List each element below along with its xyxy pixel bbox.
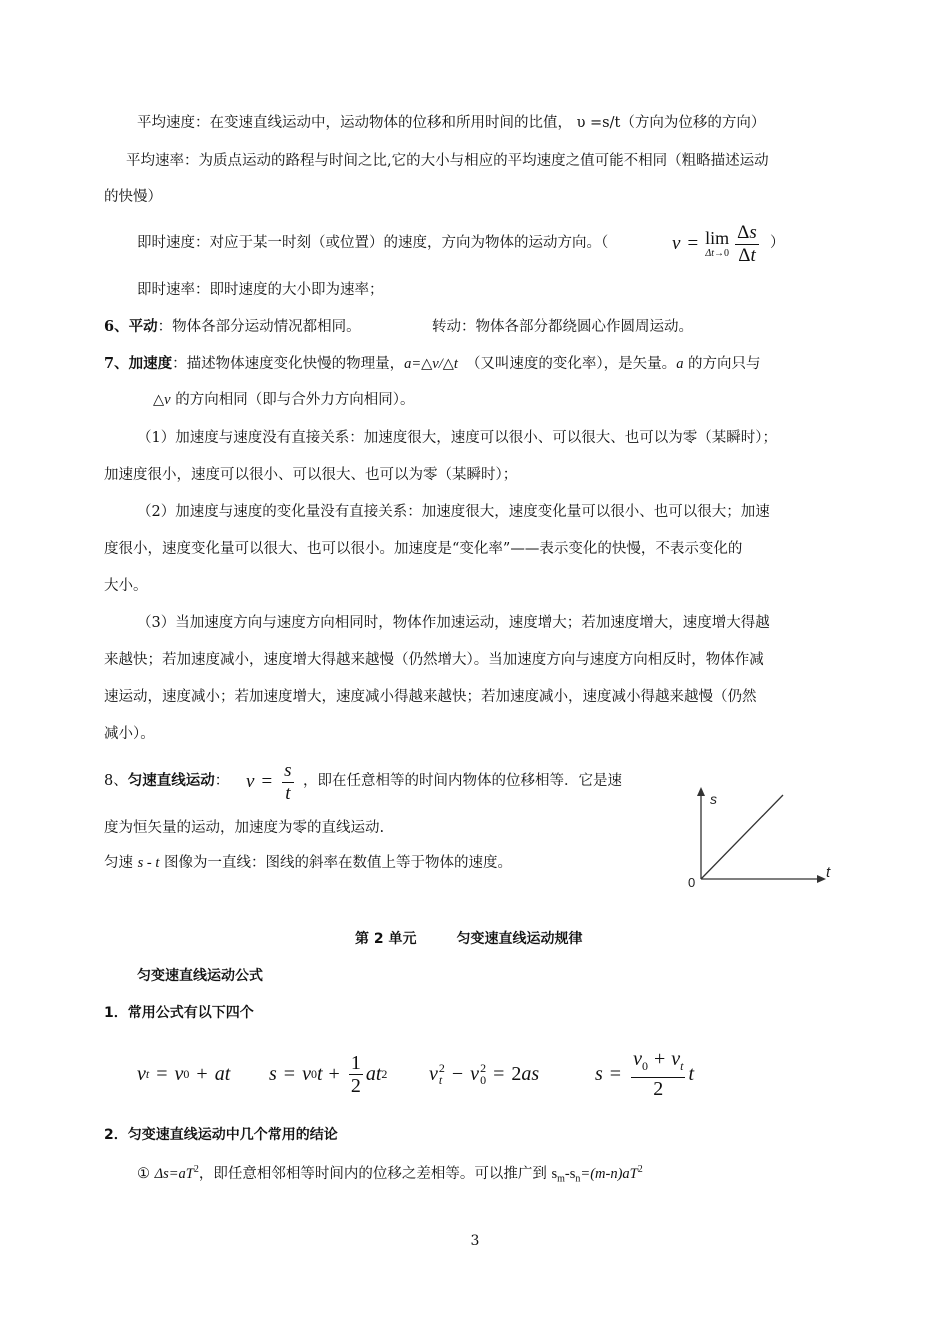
item8-formula: v = $\frac{s}{t}$ — [246, 759, 292, 804]
formula-displacement: s = v 0 t + $\frac{1}{2}$ at 2 — [269, 1051, 388, 1097]
item8-line-1 — [104, 771, 229, 791]
conclusion-1-m: m — [557, 1173, 565, 1185]
unit-label: 第 2 单元 — [355, 931, 417, 947]
avg-velocity-line: 平均速度：在变速直线运动中，运动物体的位移和所用时间的比值， υ =s/t（方向为位移的方向） — [137, 115, 766, 131]
para1-line-1: （1）加速度与速度没有直接关系：加速度很大，速度可以很小、可以很大、也可以为零（某瞬时）； — [137, 430, 777, 446]
conclusion-1-text: ，即任意相邻相等时间内的位移之差相等。可以推广到 — [198, 1165, 552, 1182]
inst-velocity-formula: v = lim Δt→0 $\frac{\Delta s}{\Delta t}$ — [672, 221, 757, 266]
conclusion-1-sup: 2 — [193, 1164, 199, 1175]
s-axis-arrow — [697, 787, 705, 796]
item6-line — [104, 317, 361, 337]
para2-line-3: 大小。 — [104, 578, 148, 594]
t-axis-label: t — [826, 864, 831, 881]
inst-velocity-line — [137, 233, 608, 253]
item8-st: s - t — [137, 855, 160, 871]
unit-heading — [355, 929, 583, 949]
t-axis-arrow — [817, 875, 826, 883]
page-number: 3 — [470, 1233, 480, 1249]
item6-label: 6、平动 — [104, 318, 158, 335]
inst-speed-line: 即时速率：即时速度的大小即为速率； — [137, 282, 384, 298]
item8-line3-b: 图像为一直线：图线的斜率在数值上等于物体的速度。 — [159, 855, 512, 871]
formulas-row — [137, 1046, 857, 1102]
heading-conclusions: 2．匀变速直线运动中几个常用的结论 — [104, 1127, 338, 1143]
item8-line-2: 度为恒矢量的运动，加速度为零的直线运动. — [104, 820, 385, 836]
item7-formula: a=△v/△t — [404, 356, 458, 372]
item7-line2-text: 的方向相同（即与合外力方向相同）。 — [170, 392, 415, 408]
heading-formulas: 1．常用公式有以下四个 — [104, 1005, 254, 1021]
item7-a: a — [676, 356, 684, 372]
conclusion-1-sup2: 2 — [637, 1164, 643, 1175]
origin-label: 0 — [688, 875, 696, 890]
item8-colon: ： — [214, 773, 230, 789]
item6-text: ：物体各部分运动情况都相同。 — [157, 319, 361, 335]
para3-line-4: 减小）。 — [104, 726, 155, 742]
item7-line-2 — [153, 390, 414, 410]
conclusion-1-formula: Δs=aT — [154, 1165, 194, 1182]
item8-line3-a: 匀速 — [104, 855, 138, 871]
item7-text-c: 的方向只与 — [683, 356, 761, 372]
conclusion-1-eq: =(m-n)aT — [580, 1165, 638, 1182]
para2-line-1: （2）加速度与速度的变化量没有直接关系：加速度很大，速度变化量可以很小、也可以很大；加速 — [137, 504, 770, 520]
item8-label: 匀速直线运动 — [127, 772, 215, 789]
item7-line-1 — [104, 354, 761, 374]
para2-line-2: 度很小，速度变化量可以很大、也可以很小。加速度是“变化率”——表示变化的快慢，不表示变化的 — [104, 541, 743, 557]
para1-line-2: 加速度很小，速度可以很小、可以很大、也可以为零（某瞬时）； — [104, 467, 518, 483]
item8-line-3 — [104, 853, 512, 873]
inst-velocity-close: ） — [770, 235, 785, 251]
item7-text-a: ：描述物体速度变化快慢的物理量， — [172, 356, 405, 372]
para3-line-1: （3）当加速度方向与速度方向相同时，物体作加速运动，速度增大；若加速度增大，速度增大得越 — [137, 615, 770, 631]
s-axis-label: s — [710, 791, 717, 807]
formula-average-velocity: s = $\frac{v_0 + v_t}{2}$ t — [595, 1048, 695, 1100]
conclusion-1-marker: ① — [137, 1165, 150, 1182]
formula-velocity-squared: v 2 t − v 2 0 = 2 as — [429, 1061, 540, 1087]
item7-dv: △v — [153, 392, 171, 408]
item8-text: ，即在任意相等的时间内物体的位移相等．它是速 — [303, 773, 622, 789]
s-t-graph — [680, 782, 850, 892]
item7-text-b: （又叫速度的变化率），是矢量。 — [465, 356, 677, 372]
para3-line-3: 速运动，速度减小；若加速度增大，速度减小得越来越快；若加速度减小，速度减小得越来越慢（仍然 — [104, 689, 757, 705]
unit-title: 匀变速直线运动规律 — [456, 931, 583, 947]
item6-rotation: 转动：物体各部分都绕圆心作圆周运动。 — [432, 319, 693, 335]
section-subtitle: 匀变速直线运动公式 — [137, 968, 263, 984]
conclusion-1 — [137, 1160, 643, 1190]
inst-velocity-text: 即时速度：对应于某一时刻（或位置）的速度，方向为物体的运动方向。（ — [137, 235, 609, 251]
conclusion-1-sm: s — [551, 1165, 558, 1182]
conclusion-1-dash: -s — [564, 1165, 576, 1182]
avg-speed-line-1: 平均速率：为质点运动的路程与时间之比,它的大小与相应的平均速度之值可能不相同（粗略描述运动 — [126, 153, 769, 169]
formula-velocity: v t = v 0 + at — [137, 1062, 231, 1085]
conclusion-1-n: n — [575, 1173, 581, 1185]
item8-prefix: 8、 — [104, 773, 128, 789]
para3-line-2: 来越快；若加速度减小，速度增大得越来越慢（仍然增大）。当加速度方向与速度方向相反时，物体作减 — [104, 652, 764, 668]
st-line — [701, 795, 783, 879]
item7-label: 7、加速度 — [104, 355, 173, 372]
avg-speed-line-2: 的快慢） — [104, 189, 162, 205]
